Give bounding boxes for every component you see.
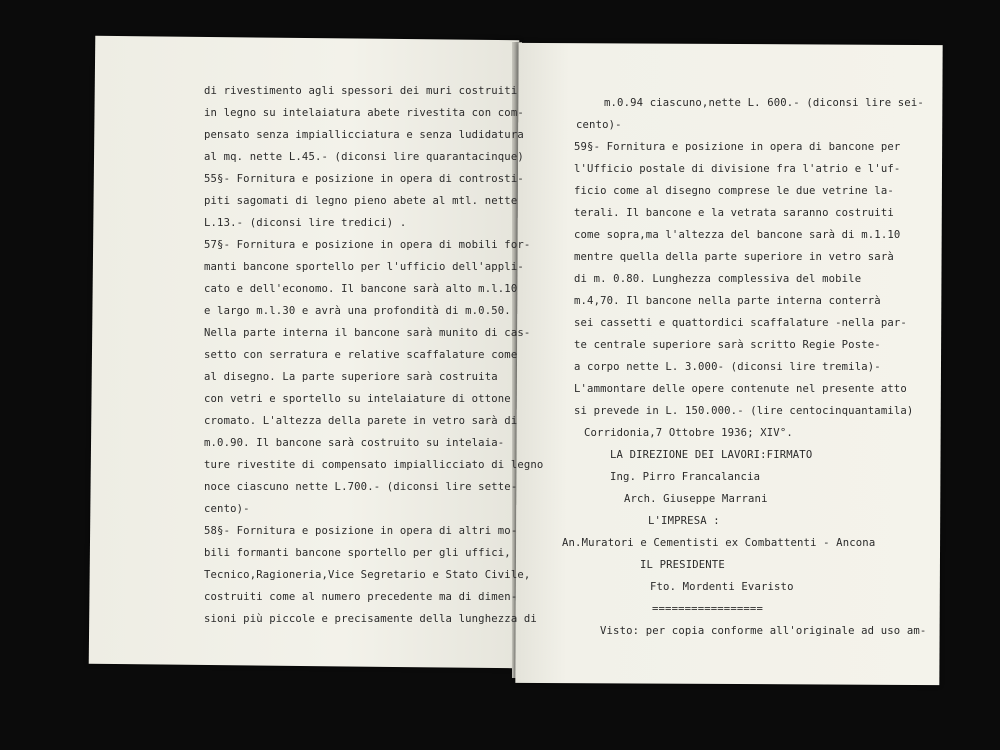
text-line: =================: [652, 603, 763, 615]
text-line: al mq. nette L.45.- (diconsi lire quarantacinque): [204, 151, 524, 163]
text-line: L'ammontare delle opere contenute nel presente atto: [574, 383, 907, 395]
text-line: manti bancone sportello per l'ufficio dell'appli-: [204, 261, 524, 273]
text-line: ture rivestite di compensato impiallicciato di legno: [204, 459, 544, 471]
text-line: cato e dell'economo. Il bancone sarà alto m.l.10: [204, 283, 518, 295]
text-line: costruiti come al numero precedente ma di dimen-: [204, 591, 518, 603]
text-line: terali. Il bancone e la vetrata saranno costruiti: [574, 207, 894, 219]
text-line: mentre quella della parte superiore in vetro sarà: [574, 251, 894, 263]
text-line: 59§- Fornitura e posizione in opera di bancone per: [574, 141, 901, 153]
text-line: si prevede in L. 150.000.- (lire centocinquantamila): [574, 405, 914, 417]
text-line: m.4,70. Il bancone nella parte interna conterrà: [574, 295, 881, 307]
text-line: al disegno. La parte superiore sarà costruita: [204, 371, 498, 383]
text-line: in legno su intelaiatura abete rivestita con com-: [204, 107, 524, 119]
text-line: Corridonia,7 Ottobre 1936; XIV°.: [584, 427, 793, 439]
text-line: 58§- Fornitura e posizione in opera di altri mo-: [204, 525, 518, 537]
text-line: 55§- Fornitura e posizione in opera di controsti-: [204, 173, 524, 185]
text-line: come sopra,ma l'altezza del bancone sarà di m.1.10: [574, 229, 901, 241]
text-line: cento)-: [576, 119, 622, 131]
text-line: noce ciascuno nette L.700.- (diconsi lire sette-: [204, 481, 518, 493]
text-line: m.0.94 ciascuno,nette L. 600.- (diconsi lire sei-: [604, 97, 924, 109]
text-line: Ing. Pirro Francalancia: [610, 471, 761, 483]
text-line: LA DIREZIONE DEI LAVORI:FIRMATO: [610, 449, 813, 461]
text-line: e largo m.l.30 e avrà una profondità di m.0.50.: [204, 305, 511, 317]
text-line: con vetri e sportello su intelaiature di ottone: [204, 393, 511, 405]
text-line: l'Ufficio postale di divisione fra l'atrio e l'uf-: [574, 163, 901, 175]
text-line: Arch. Giuseppe Marrani: [624, 493, 768, 505]
text-line: sioni più piccole e precisamente della lunghezza di: [204, 613, 537, 625]
text-line: di m. 0.80. Lunghezza complessiva del mobile: [574, 273, 862, 285]
text-line: L.13.- (diconsi lire tredici) .: [204, 217, 407, 229]
text-line: ficio come al disegno comprese le due vetrine la-: [574, 185, 894, 197]
text-line: pensato senza impiallicciatura e senza ludidatura: [204, 129, 524, 141]
text-line: te centrale superiore sarà scritto Regie Poste-: [574, 339, 881, 351]
text-line: IL PRESIDENTE: [640, 559, 725, 571]
text-line: piti sagomati di legno pieno abete al mtl. nette: [204, 195, 518, 207]
text-line: 57§- Fornitura e posizione in opera di mobili for-: [204, 239, 531, 251]
text-line: L'IMPRESA :: [648, 515, 720, 527]
text-line: Fto. Mordenti Evaristo: [650, 581, 794, 593]
text-line: setto con serratura e relative scaffalature come: [204, 349, 518, 361]
text-line: bili formanti bancone sportello per gli uffici,: [204, 547, 511, 559]
text-line: m.0.90. Il bancone sarà costruito su intelaia-: [204, 437, 505, 449]
text-line: sei cassetti e quattordici scaffalature -nella par-: [574, 317, 907, 329]
text-line: cento)-: [204, 503, 250, 515]
text-line: cromato. L'altezza della parete in vetro sarà di: [204, 415, 518, 427]
text-line: Nella parte interna il bancone sarà munito di cas-: [204, 327, 531, 339]
text-line: Visto: per copia conforme all'originale ad uso am-: [600, 625, 927, 637]
text-line: An.Muratori e Cementisti ex Combattenti - Ancona: [562, 537, 876, 549]
text-line: Tecnico,Ragioneria,Vice Segretario e Stato Civile,: [204, 569, 531, 581]
text-line: a corpo nette L. 3.000- (diconsi lire tremila)-: [574, 361, 881, 373]
text-line: di rivestimento agli spessori dei muri costruiti: [204, 85, 518, 97]
